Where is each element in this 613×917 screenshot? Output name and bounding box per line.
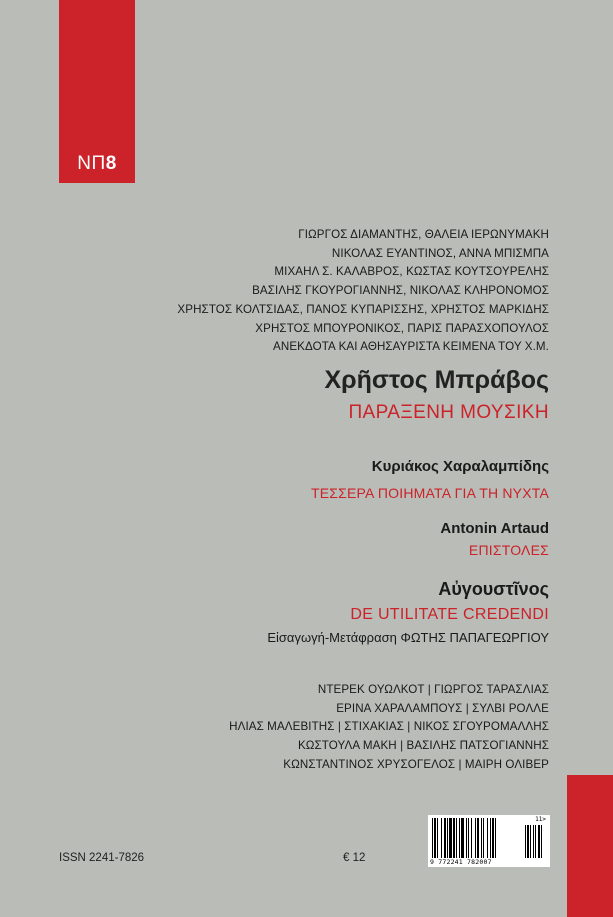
issn-number: ISSN 2241-7826	[59, 852, 145, 864]
contributor-line: ΚΩΝΣΤΑΝΤΙΝΟΣ ΧΡΥΣΟΓΕΛΟΣ | ΜΑΙΡΗ ΟΛΙΒΕΡ	[283, 757, 549, 771]
barcode-bar	[477, 818, 479, 858]
feature-author: Χρῆστος Μπράβος	[324, 366, 549, 394]
item-title: ΤΕΣΣΕΡΑ ΠΟΙΗΜΑΤΑ ΓΙΑ ΤΗ ΝΥΧΤΑ	[310, 485, 549, 501]
contributor-line: ΓΙΩΡΓΟΣ ΔΙΑΜΑΝΤΗΣ, ΘΑΛΕΙΑ ΙΕΡΩΝΥΜΑΚΗ	[298, 228, 549, 241]
barcode-bar	[437, 818, 438, 858]
item-author: Antonin Artaud	[440, 520, 549, 537]
barcode-addon: 11>	[535, 816, 546, 823]
barcode-bar	[487, 818, 488, 858]
item-title: ΕΠΙΣΤΟΛΕΣ	[468, 542, 549, 558]
barcode-addon-bar	[527, 825, 529, 858]
contributors-top	[177, 226, 549, 357]
barcode-addon-bar	[525, 825, 526, 858]
corner-accent-bar	[567, 775, 613, 917]
barcode-digits: 9 772241 782007	[430, 858, 492, 866]
barcode-bar	[453, 818, 455, 858]
feature-title: ΠΑΡΑΞΕΝΗ ΜΟΥΣΙΚΗ	[348, 402, 549, 423]
item-author: Κυριάκος Χαραλαμπίδης	[371, 458, 549, 475]
barcode-bar	[461, 818, 464, 858]
barcode-bar	[495, 818, 496, 858]
contributor-line: ΗΛΙΑΣ ΜΑΛΕΒΙΤΗΣ | ΣΤΙΧΑΚΙΑΣ | ΝΙΚΟΣ ΣΓΟΥΡΟΜΑΛΛΗΣ	[229, 720, 549, 734]
contributor-line: ΚΩΣΤΟΥΛΑ ΜΑΚΗ | ΒΑΣΙΛΗΣ ΠΑΤΣΟΓΙΑΝΝΗΣ	[297, 739, 549, 753]
issue-banner	[59, 0, 135, 183]
barcode-bar	[434, 818, 436, 858]
item-author: Αὐγουστῖνος	[438, 579, 549, 599]
contributor-line: ΧΡΗΣΤΟΣ ΚΟΛΤΣΙΔΑΣ, ΠΑΝΟΣ ΚΥΠΑΡΙΣΣΗΣ, ΧΡΗΣΤΟΣ ΜΑΡΚΙΔΗΣ	[177, 302, 549, 316]
barcode-addon-bar	[533, 825, 534, 858]
barcode-addon-bar	[535, 825, 536, 858]
barcode-bar	[468, 818, 469, 858]
barcode-bar	[492, 818, 494, 858]
barcode-bar	[459, 818, 460, 858]
contributor-line: ΑΝΕΚΔΟΤΑ ΚΑΙ ΑΘΗΣΑΥΡΙΣΤΑ ΚΕΙΜΕΝΑ ΤΟΥ Χ.Μ.	[273, 340, 549, 354]
barcode-bar	[444, 818, 446, 858]
barcode-bar	[466, 818, 467, 858]
barcode-bar	[490, 818, 491, 858]
barcode-bar	[456, 818, 457, 858]
barcode-bar	[449, 818, 452, 858]
item-subtitle: Εἰσαγωγή-Μετάφραση ΦΩΤΗΣ ΠΑΠΑΓΕΩΡΓΙΟΥ	[267, 630, 549, 645]
contributors-bottom	[229, 681, 549, 775]
barcode-bar	[432, 818, 433, 858]
barcode-bar	[475, 818, 476, 858]
barcode-bar	[481, 818, 482, 858]
contributor-line: ΧΡΗΣΤΟΣ ΜΠΟΥΡΟΝΙΚΟΣ, ΠΑΡΙΣ ΠΑΡΑΣΧΟΠΟΥΛΟΣ	[255, 321, 549, 335]
barcode-addon-bar	[538, 825, 540, 858]
issue-label	[59, 153, 135, 175]
contributor-line: ΕΡΙΝΑ ΧΑΡΑΛΑΜΠΟΥΣ | ΣΥΛΒΙ ΡΟΛΛΕ	[336, 701, 549, 715]
barcode	[428, 815, 550, 867]
contributor-line: ΒΑΣΙΛΗΣ ΓΚΟΥΡΟΓΙΑΝΝΗΣ, ΝΙΚΟΛΑΣ ΚΛΗΡΟΝΟΜΟΣ	[252, 284, 549, 298]
item-title: DE UTILITATE CREDENDI	[350, 606, 549, 623]
contributor-line: ΝΤΕΡΕΚ ΟΥΩΛΚΟΤ | ΓΙΩΡΓΟΣ ΤΑΡΑΣΛΙΑΣ	[317, 683, 549, 696]
barcode-addon-bar	[530, 825, 531, 858]
issue-number: 8	[105, 153, 117, 174]
barcode-bar	[483, 818, 484, 858]
contributor-line: ΜΙΧΑΗΛ Σ. ΚΑΛΑΒΡΟΣ, ΚΩΣΤΑΣ ΚΟΥΤΣΟΥΡΕΛΗΣ	[274, 265, 549, 279]
barcode-bar	[447, 818, 448, 858]
issue-prefix: ΝΠ	[77, 153, 106, 174]
barcode-bar	[441, 818, 442, 858]
price-label: € 12	[343, 852, 366, 864]
barcode-addon-bar	[541, 825, 542, 858]
contributor-line: ΝΙΚΟΛΑΣ ΕΥΑΝΤΙΝΟΣ, ΑΝΝΑ ΜΠΙΣΜΠΑ	[331, 246, 549, 260]
barcode-bar	[471, 818, 472, 858]
